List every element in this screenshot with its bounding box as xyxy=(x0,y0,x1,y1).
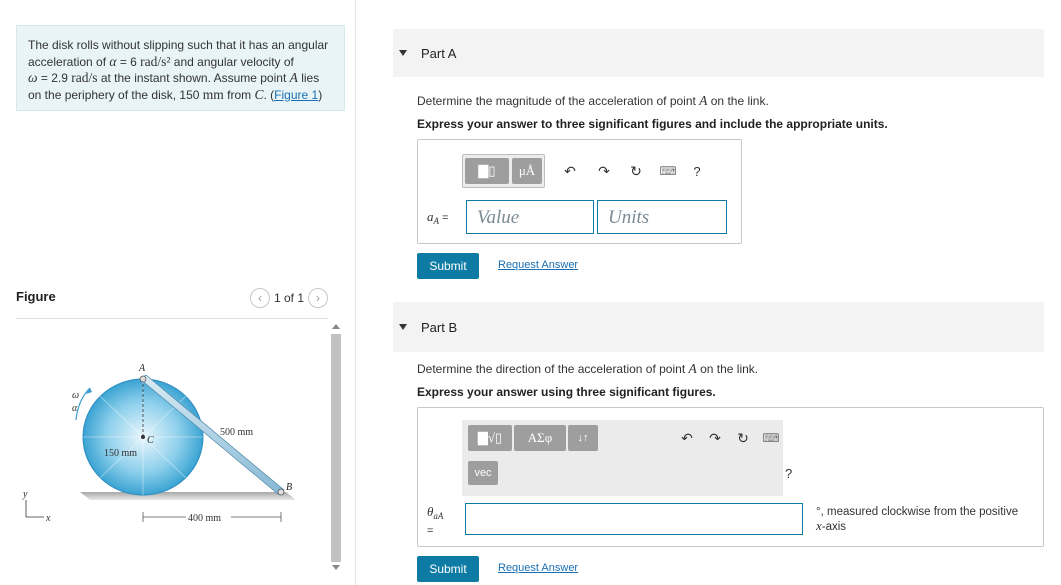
vec-button[interactable]: vec xyxy=(468,461,498,485)
var-sub: aA xyxy=(433,511,444,521)
center-c xyxy=(141,435,145,439)
units-button[interactable]: μÅ xyxy=(512,158,542,184)
next-figure-button[interactable]: › xyxy=(308,288,328,308)
pager-text: 1 of 1 xyxy=(274,291,305,305)
part-b-request-answer-link[interactable]: Request Answer xyxy=(498,562,579,574)
problem-text: from xyxy=(223,87,255,102)
templates-button[interactable]: ▇√▯ xyxy=(468,425,512,451)
prev-figure-button[interactable]: ‹ xyxy=(250,288,270,308)
part-a-question xyxy=(417,93,769,109)
greek-symbols-button[interactable]: ΑΣφ xyxy=(514,425,566,451)
part-a-header[interactable] xyxy=(393,29,1044,77)
unit-text: °, measured clockwise from the positive xyxy=(816,506,1019,518)
problem-text: lies xyxy=(297,71,320,85)
question-text: Determine the magnitude of the acceleration of point xyxy=(417,94,700,108)
problem-text: and angular velocity of xyxy=(170,54,294,69)
question-text: on the link. xyxy=(707,94,769,108)
figure-diagram xyxy=(16,320,328,585)
part-b-edit-icons xyxy=(673,426,785,450)
figure-divider xyxy=(16,318,328,319)
part-a-answer-box xyxy=(417,139,742,244)
dim-rod-label: 500 mm xyxy=(220,427,254,438)
part-a-request-answer-link[interactable]: Request Answer xyxy=(498,259,579,271)
sort-button[interactable]: ↓↑ xyxy=(568,425,598,451)
scroll-down-icon[interactable] xyxy=(332,565,340,570)
help-icon[interactable]: ? xyxy=(693,163,701,179)
var-sub: A xyxy=(433,216,439,226)
problem-text: ) xyxy=(318,87,323,102)
reset-icon[interactable]: ↻ xyxy=(737,429,749,446)
units-input[interactable]: Units xyxy=(597,200,727,234)
var-theta: θ xyxy=(427,504,434,519)
scroll-up-icon[interactable] xyxy=(332,324,340,329)
figure-heading: Figure xyxy=(16,289,56,304)
label-c: C xyxy=(147,435,154,446)
redo-icon[interactable]: ↷ xyxy=(598,162,610,179)
problem-text: acceleration of xyxy=(28,54,110,69)
omega-value: = 2.9 xyxy=(37,71,72,85)
alpha-unit: rad/s² xyxy=(140,53,171,69)
ground-surface xyxy=(80,492,296,500)
label-a: A xyxy=(139,363,146,374)
equals-sign: = xyxy=(439,212,449,224)
mm-unit: mm xyxy=(202,86,224,102)
pin-a xyxy=(140,376,146,382)
point-c-symbol: C xyxy=(254,86,264,102)
equals-sign: = xyxy=(427,525,434,537)
alpha-value: = 6 xyxy=(116,54,141,69)
part-a-toolbar xyxy=(462,154,705,188)
unit-text: -axis xyxy=(821,521,847,533)
help-icon[interactable]: ? xyxy=(785,466,793,481)
left-panel xyxy=(0,0,356,585)
label-b: B xyxy=(286,482,293,493)
figure-scrollbar[interactable] xyxy=(329,320,343,578)
keyboard-icon[interactable]: ⌨ xyxy=(659,164,677,178)
figure-pager xyxy=(250,288,328,308)
answer-var-label xyxy=(427,505,443,538)
question-text: Determine the direction of the acceleration of point xyxy=(417,362,689,376)
part-a-submit-button[interactable]: Submit xyxy=(417,253,479,279)
angle-input[interactable] xyxy=(465,503,803,535)
var-a: a xyxy=(427,209,434,224)
redo-icon[interactable]: ↷ xyxy=(709,429,721,446)
part-a-tool-group xyxy=(462,154,545,188)
omega-symbol: ω xyxy=(28,70,38,85)
scroll-thumb[interactable] xyxy=(331,334,341,562)
templates-button[interactable]: ▇▯ xyxy=(465,158,509,184)
keyboard-icon[interactable]: ⌨ xyxy=(762,431,780,445)
problem-text: . ( xyxy=(263,87,275,102)
reset-icon[interactable]: ↻ xyxy=(630,162,642,179)
answer-var-label xyxy=(427,209,448,226)
problem-line: The disk rolls without slipping such that it has an angular xyxy=(28,38,329,52)
alpha-symbol: α xyxy=(109,53,117,69)
collapse-triangle-icon[interactable] xyxy=(399,324,407,330)
problem-statement xyxy=(16,25,345,111)
label-alpha: α xyxy=(72,403,78,414)
part-a-instructions: Express your answer to three significant figures and include the appropriate units. xyxy=(417,117,888,131)
point-a-symbol: A xyxy=(688,361,697,376)
value-input[interactable]: Value xyxy=(466,200,594,234)
part-a-title: Part A xyxy=(421,45,457,61)
part-b-unit-text xyxy=(816,505,1038,534)
problem-text: at the instant shown. Assume point xyxy=(97,71,290,85)
collapse-triangle-icon[interactable] xyxy=(399,50,407,56)
disk-link-diagram xyxy=(16,320,328,585)
dim-radius-label: 150 mm xyxy=(104,448,138,459)
dim-ground-label: 400 mm xyxy=(188,513,222,524)
problem-text: on the periphery of the disk, 150 xyxy=(28,87,203,102)
axis-symbol: x xyxy=(816,518,822,533)
label-omega: ω xyxy=(72,390,80,401)
undo-icon[interactable]: ↶ xyxy=(564,162,576,179)
question-text: on the link. xyxy=(696,362,759,376)
part-b-header[interactable] xyxy=(393,302,1044,352)
part-b-tool-group xyxy=(468,425,598,451)
part-b-submit-button[interactable]: Submit xyxy=(417,556,479,582)
label-x-axis: x xyxy=(46,513,51,524)
figure-link[interactable]: Figure 1 xyxy=(274,87,319,102)
point-a-symbol: A xyxy=(699,93,708,108)
omega-unit: rad/s xyxy=(71,70,98,85)
part-b-title: Part B xyxy=(421,319,458,335)
pin-b xyxy=(278,489,284,495)
label-y-axis: y xyxy=(23,489,28,500)
point-a-symbol: A xyxy=(289,70,298,85)
part-b-question xyxy=(417,361,758,377)
undo-icon[interactable]: ↶ xyxy=(681,429,693,446)
part-b-instructions: Express your answer using three significant figures. xyxy=(417,385,716,399)
